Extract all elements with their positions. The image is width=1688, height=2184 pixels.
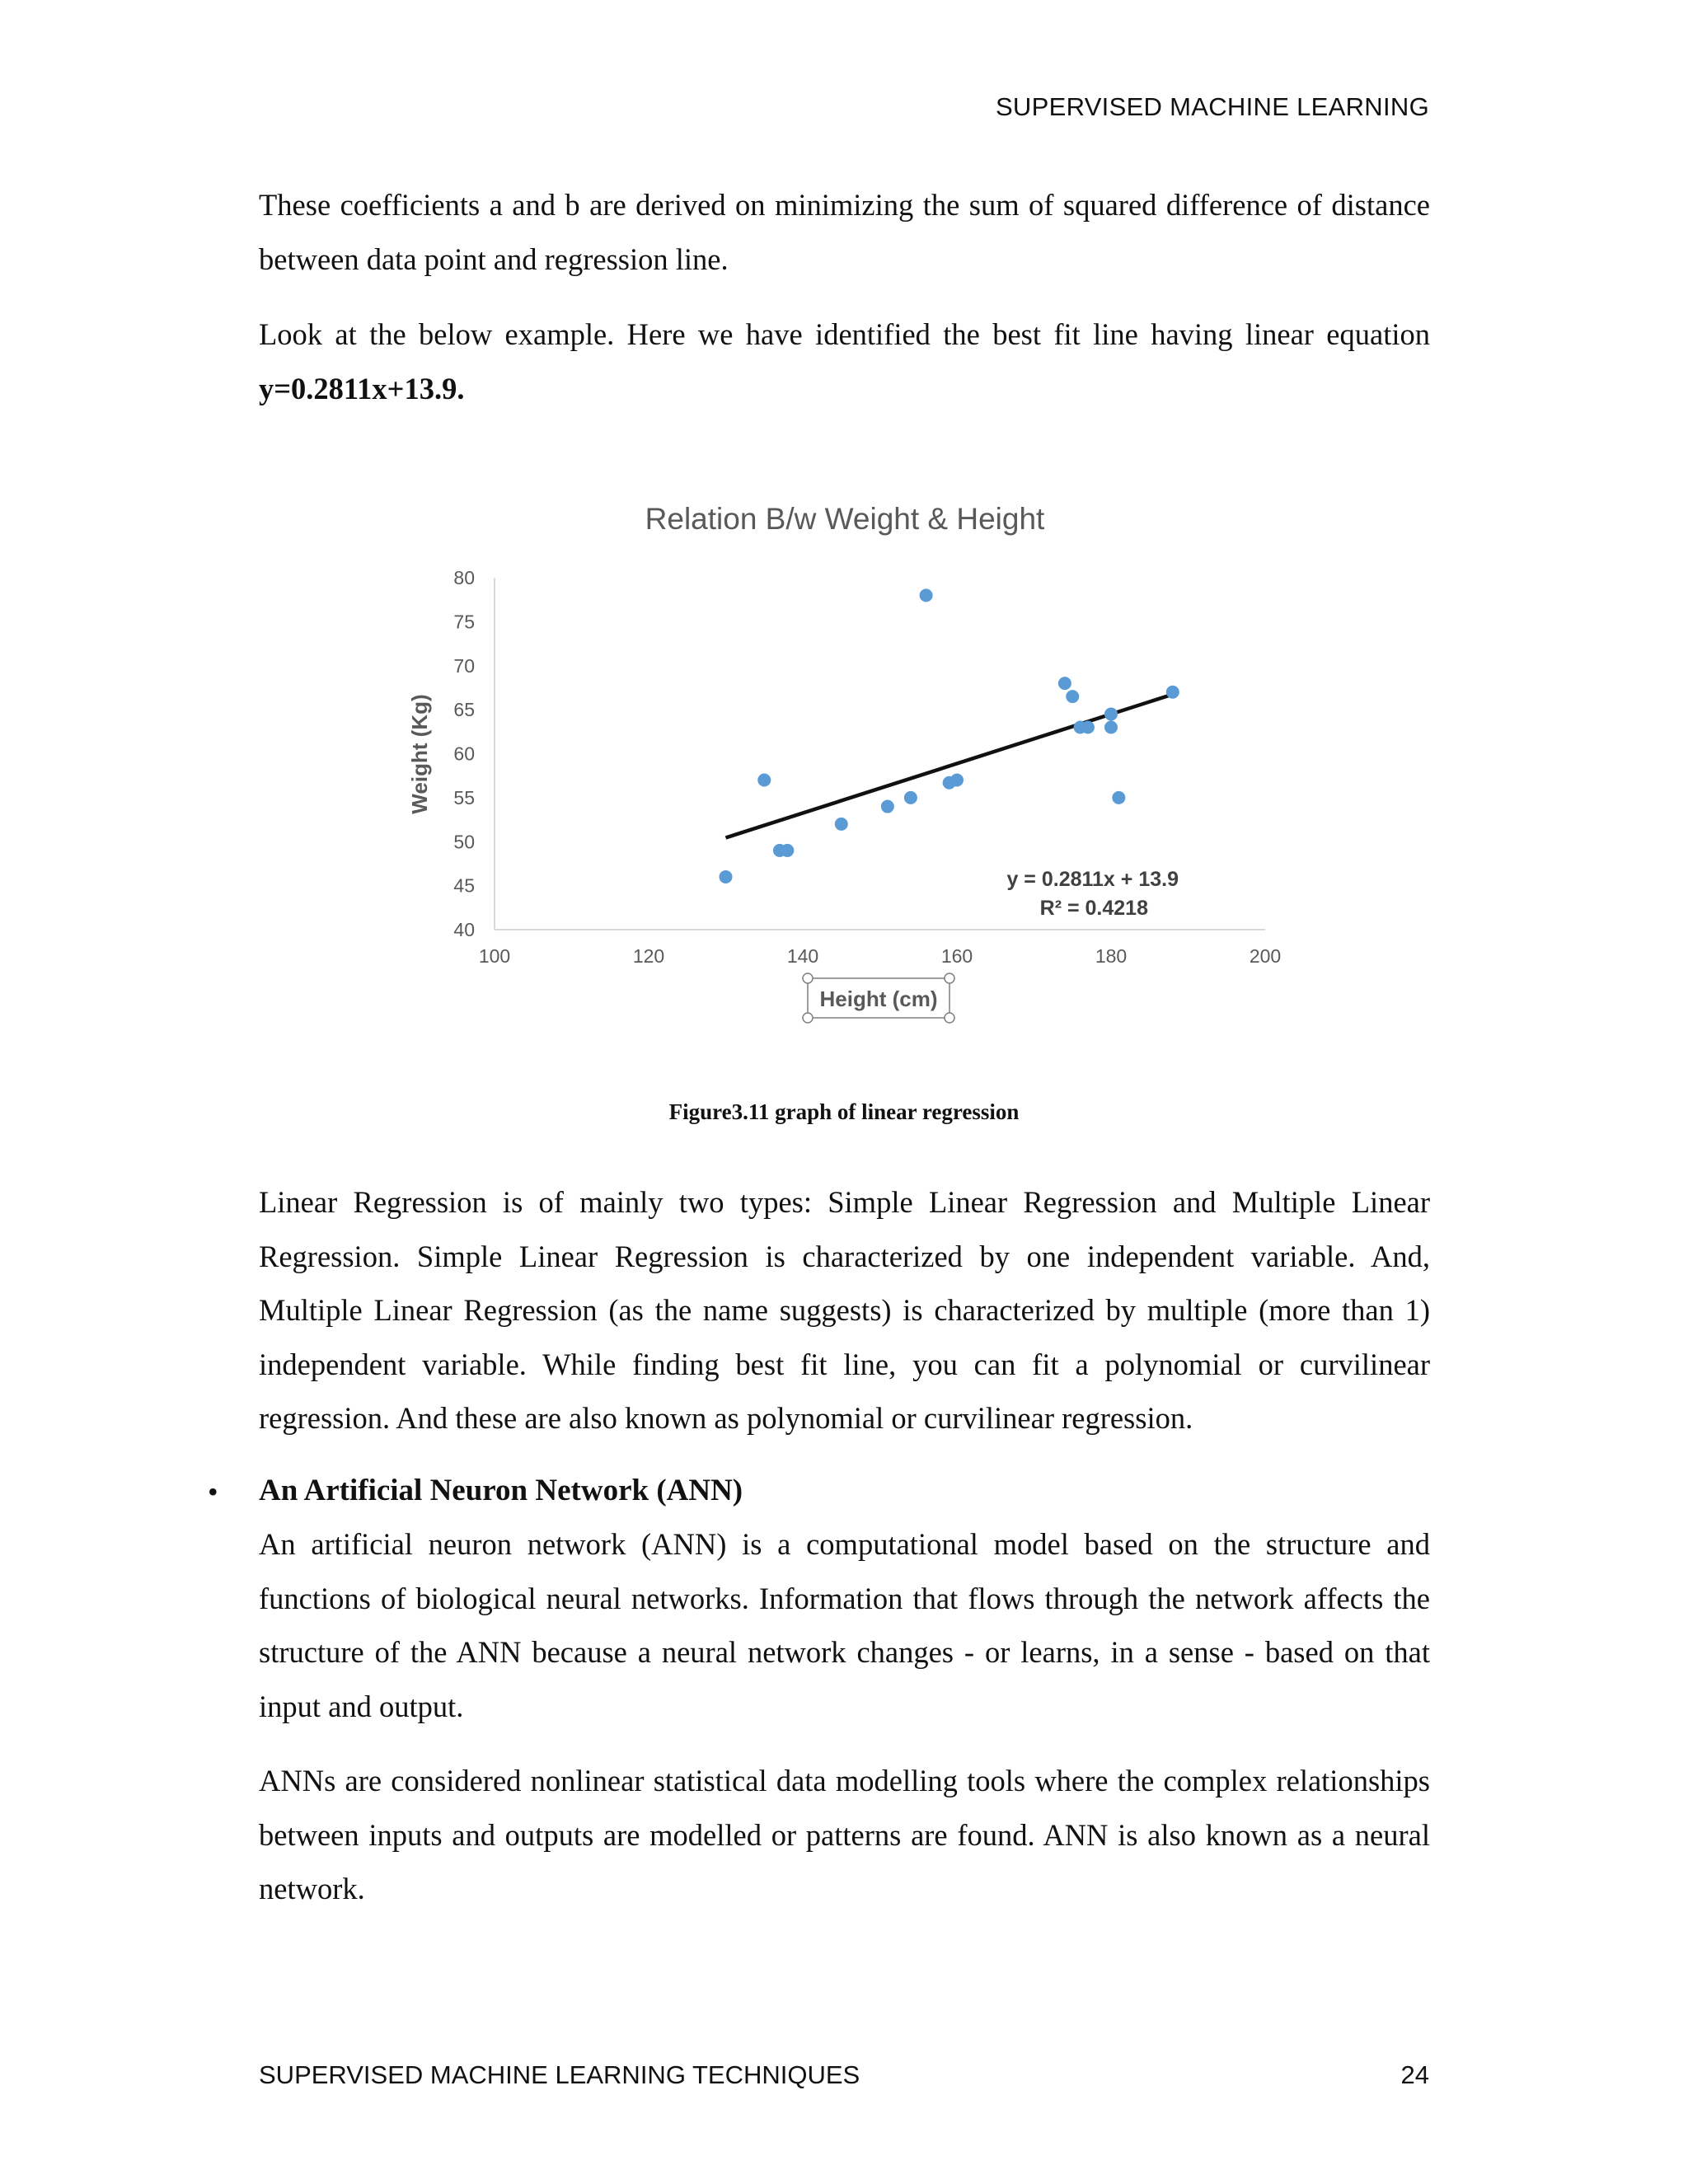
paragraph-example-text: Look at the below example. Here we have identified the best fit line having linear equation (259, 317, 1430, 351)
data-point (881, 800, 894, 813)
data-point (1112, 791, 1125, 804)
data-point (1066, 690, 1079, 703)
section-heading-ann: An Artificial Neuron Network (ANN) (259, 1474, 743, 1507)
r-squared-label: R² = 0.4218 (1039, 897, 1148, 920)
chart-title: Relation B/w Weight & Height (645, 502, 1045, 536)
data-point (781, 844, 794, 857)
x-tick-label: 160 (940, 945, 973, 967)
running-header: SUPERVISED MACHINE LEARNING (995, 92, 1429, 121)
data-point (1104, 720, 1118, 733)
scatter-chart (363, 482, 1319, 1043)
figure-caption: Figure3.11 graph of linear regression (668, 1099, 1020, 1124)
x-tick-label: 120 (632, 945, 665, 967)
page-number: 24 (1400, 2060, 1429, 2089)
y-tick-label: 70 (453, 654, 475, 677)
data-points (720, 588, 1179, 883)
data-point (1058, 677, 1071, 690)
y-tick-label: 45 (453, 874, 475, 897)
selection-handle[interactable] (803, 1013, 813, 1023)
x-tick-label: 200 (1249, 945, 1282, 967)
data-point (1166, 686, 1179, 699)
data-point (950, 774, 964, 787)
paragraph-ann-definition: An artificial neuron network (ANN) is a computational model based on the structure and functions of biological neural networks. Information that flows through the network affects the structure of the ANN because a neural network changes - or learns, in a sense - based on that input and output. (259, 1527, 1430, 1723)
x-axis-label: Height (cm) (819, 987, 938, 1011)
y-tick-label: 60 (453, 743, 475, 765)
paragraph-coefficients: These coefficients a and b are derived on minimizing the sum of squared difference of distance between data point and regression line. (259, 188, 1430, 276)
y-tick-label: 65 (453, 699, 475, 721)
bullet-point: • (208, 1475, 218, 1508)
footer-title: SUPERVISED MACHINE LEARNING TECHNIQUES (259, 2060, 860, 2089)
equation-bold: y=0.2811x+13.9. (259, 371, 465, 405)
y-tick-label: 40 (453, 919, 475, 940)
paragraph-ann-modelling: ANNs are considered nonlinear statistical data modelling tools where the complex relationships between inputs and outputs are modelled or patterns are found. ANN is also known as a neural network. (259, 1764, 1430, 1905)
data-point (904, 791, 917, 804)
x-tick-label: 100 (478, 945, 511, 967)
selection-handle[interactable] (945, 1013, 954, 1023)
trendline-equation: y = 0.2811x + 13.9 (1006, 868, 1179, 891)
y-tick-label: 55 (453, 786, 475, 808)
data-point (835, 818, 848, 831)
data-point (920, 588, 933, 602)
y-tick-label: 50 (453, 831, 475, 853)
selection-handle[interactable] (945, 973, 954, 983)
y-tick-label: 80 (453, 567, 475, 588)
paragraph-regression-types: Linear Regression is of mainly two types: Simple Linear Regression and Multiple Linear Regression. Simple Linear Regression is characterized by one independent variable. And, Multiple Linear Regression (as the name suggests) is characterized by multiple (more than 1) independent variable. While finding best fit line, you can fit a polynomial or curvilinear regression. And these are also known as polynomial or curvilinear regression. (259, 1185, 1430, 1435)
selection-handle[interactable] (803, 973, 813, 983)
data-point (757, 774, 771, 787)
x-tick-label: 180 (1095, 945, 1128, 967)
y-tick-labels (453, 567, 475, 940)
chart-container (363, 482, 1319, 1043)
paragraph-example (259, 307, 1430, 415)
data-point (720, 870, 733, 883)
data-point (1104, 707, 1118, 720)
y-axis-label: Weight (Kg) (407, 694, 432, 814)
y-tick-label: 75 (453, 611, 475, 633)
x-tick-label: 140 (786, 945, 819, 967)
x-tick-labels (479, 945, 1281, 967)
data-point (1081, 720, 1095, 733)
